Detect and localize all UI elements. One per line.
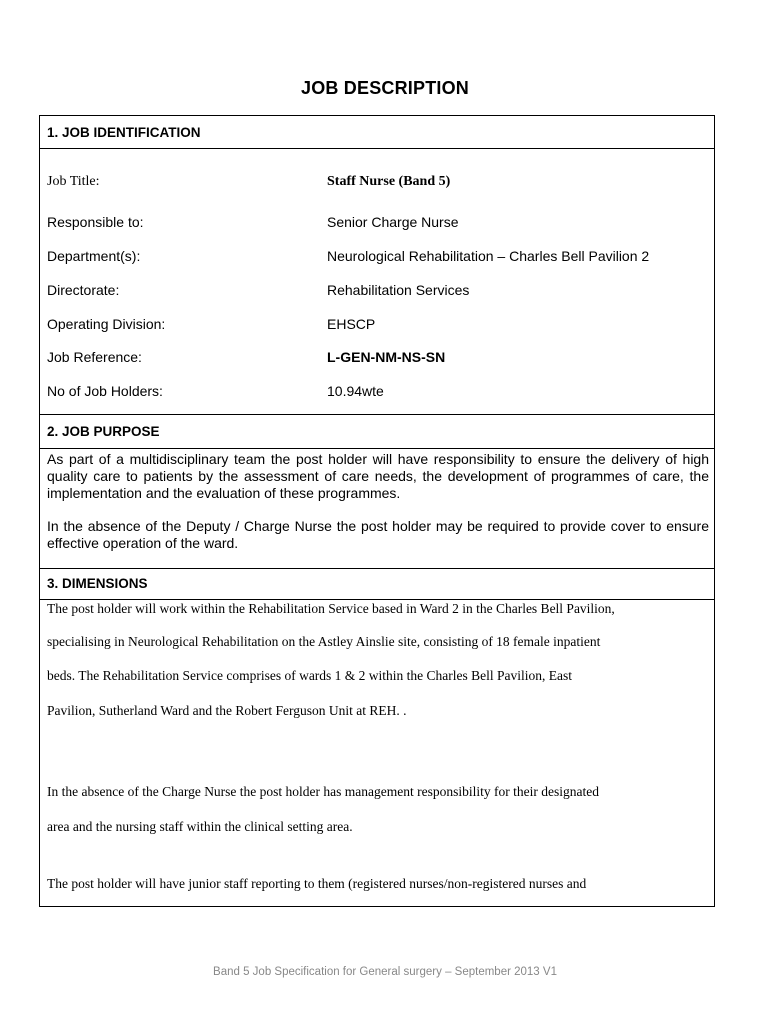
- job-description-table: [39, 115, 715, 907]
- dimensions-line: Pavilion, Sutherland Ward and the Robert Ferguson Unit at REH. .: [47, 703, 407, 718]
- department-label: Department(s):: [47, 248, 141, 264]
- document-title: JOB DESCRIPTION: [300, 78, 470, 98]
- directorate-value: Rehabilitation Services: [327, 282, 470, 298]
- job-purpose-paragraph: As part of a multidisciplinary team the post holder will have responsibility to ensure the delivery of high quality care to patients by the assessment of care needs, the development of programmes of care, the implementation and the evaluation of these programmes.: [47, 451, 709, 501]
- job-holders-label: No of Job Holders:: [47, 383, 163, 399]
- dimensions-line: In the absence of the Charge Nurse the post holder has management responsibility for their designated: [47, 784, 599, 799]
- job-purpose-paragraph: In the absence of the Deputy / Charge Nurse the post holder may be required to provide cover to ensure effective operation of the ward.: [47, 518, 709, 551]
- divider: [40, 414, 714, 415]
- job-title-value: Staff Nurse (Band 5): [327, 174, 451, 189]
- job-reference-label: Job Reference:: [47, 349, 142, 365]
- responsible-to-label: Responsible to:: [47, 214, 144, 230]
- divider: [40, 148, 714, 149]
- department-value: Neurological Rehabilitation – Charles Bell Pavilion 2: [327, 248, 650, 264]
- section-heading-job-purpose: 2. JOB PURPOSE: [47, 424, 160, 439]
- dimensions-line: The post holder will work within the Rehabilitation Service based in Ward 2 in the Charles Bell Pavilion,: [47, 601, 615, 616]
- page-footer: Band 5 Job Specification for General surgery – September 2013 V1: [213, 966, 557, 978]
- divider: [40, 599, 714, 600]
- job-holders-value: 10.94wte: [327, 383, 384, 399]
- divider: [40, 568, 714, 569]
- section-heading-dimensions: 3. DIMENSIONS: [47, 576, 148, 591]
- dimensions-line: beds. The Rehabilitation Service comprises of wards 1 & 2 within the Charles Bell Pavilion, East: [47, 668, 573, 683]
- responsible-to-value: Senior Charge Nurse: [327, 214, 459, 230]
- dimensions-line: specialising in Neurological Rehabilitation on the Astley Ainslie site, consisting of 18 female inpatient: [47, 634, 601, 649]
- directorate-label: Directorate:: [47, 282, 120, 298]
- job-reference-value: L-GEN-NM-NS-SN: [327, 349, 446, 365]
- dimensions-line: area and the nursing staff within the clinical setting area.: [47, 819, 353, 834]
- job-title-label: Job Title:: [47, 174, 100, 189]
- operating-division-label: Operating Division:: [47, 316, 166, 332]
- section-heading-job-identification: 1. JOB IDENTIFICATION: [47, 125, 201, 140]
- dimensions-line: The post holder will have junior staff reporting to them (registered nurses/non-registered nurses and: [47, 876, 587, 891]
- divider: [40, 448, 714, 449]
- operating-division-value: EHSCP: [327, 316, 376, 332]
